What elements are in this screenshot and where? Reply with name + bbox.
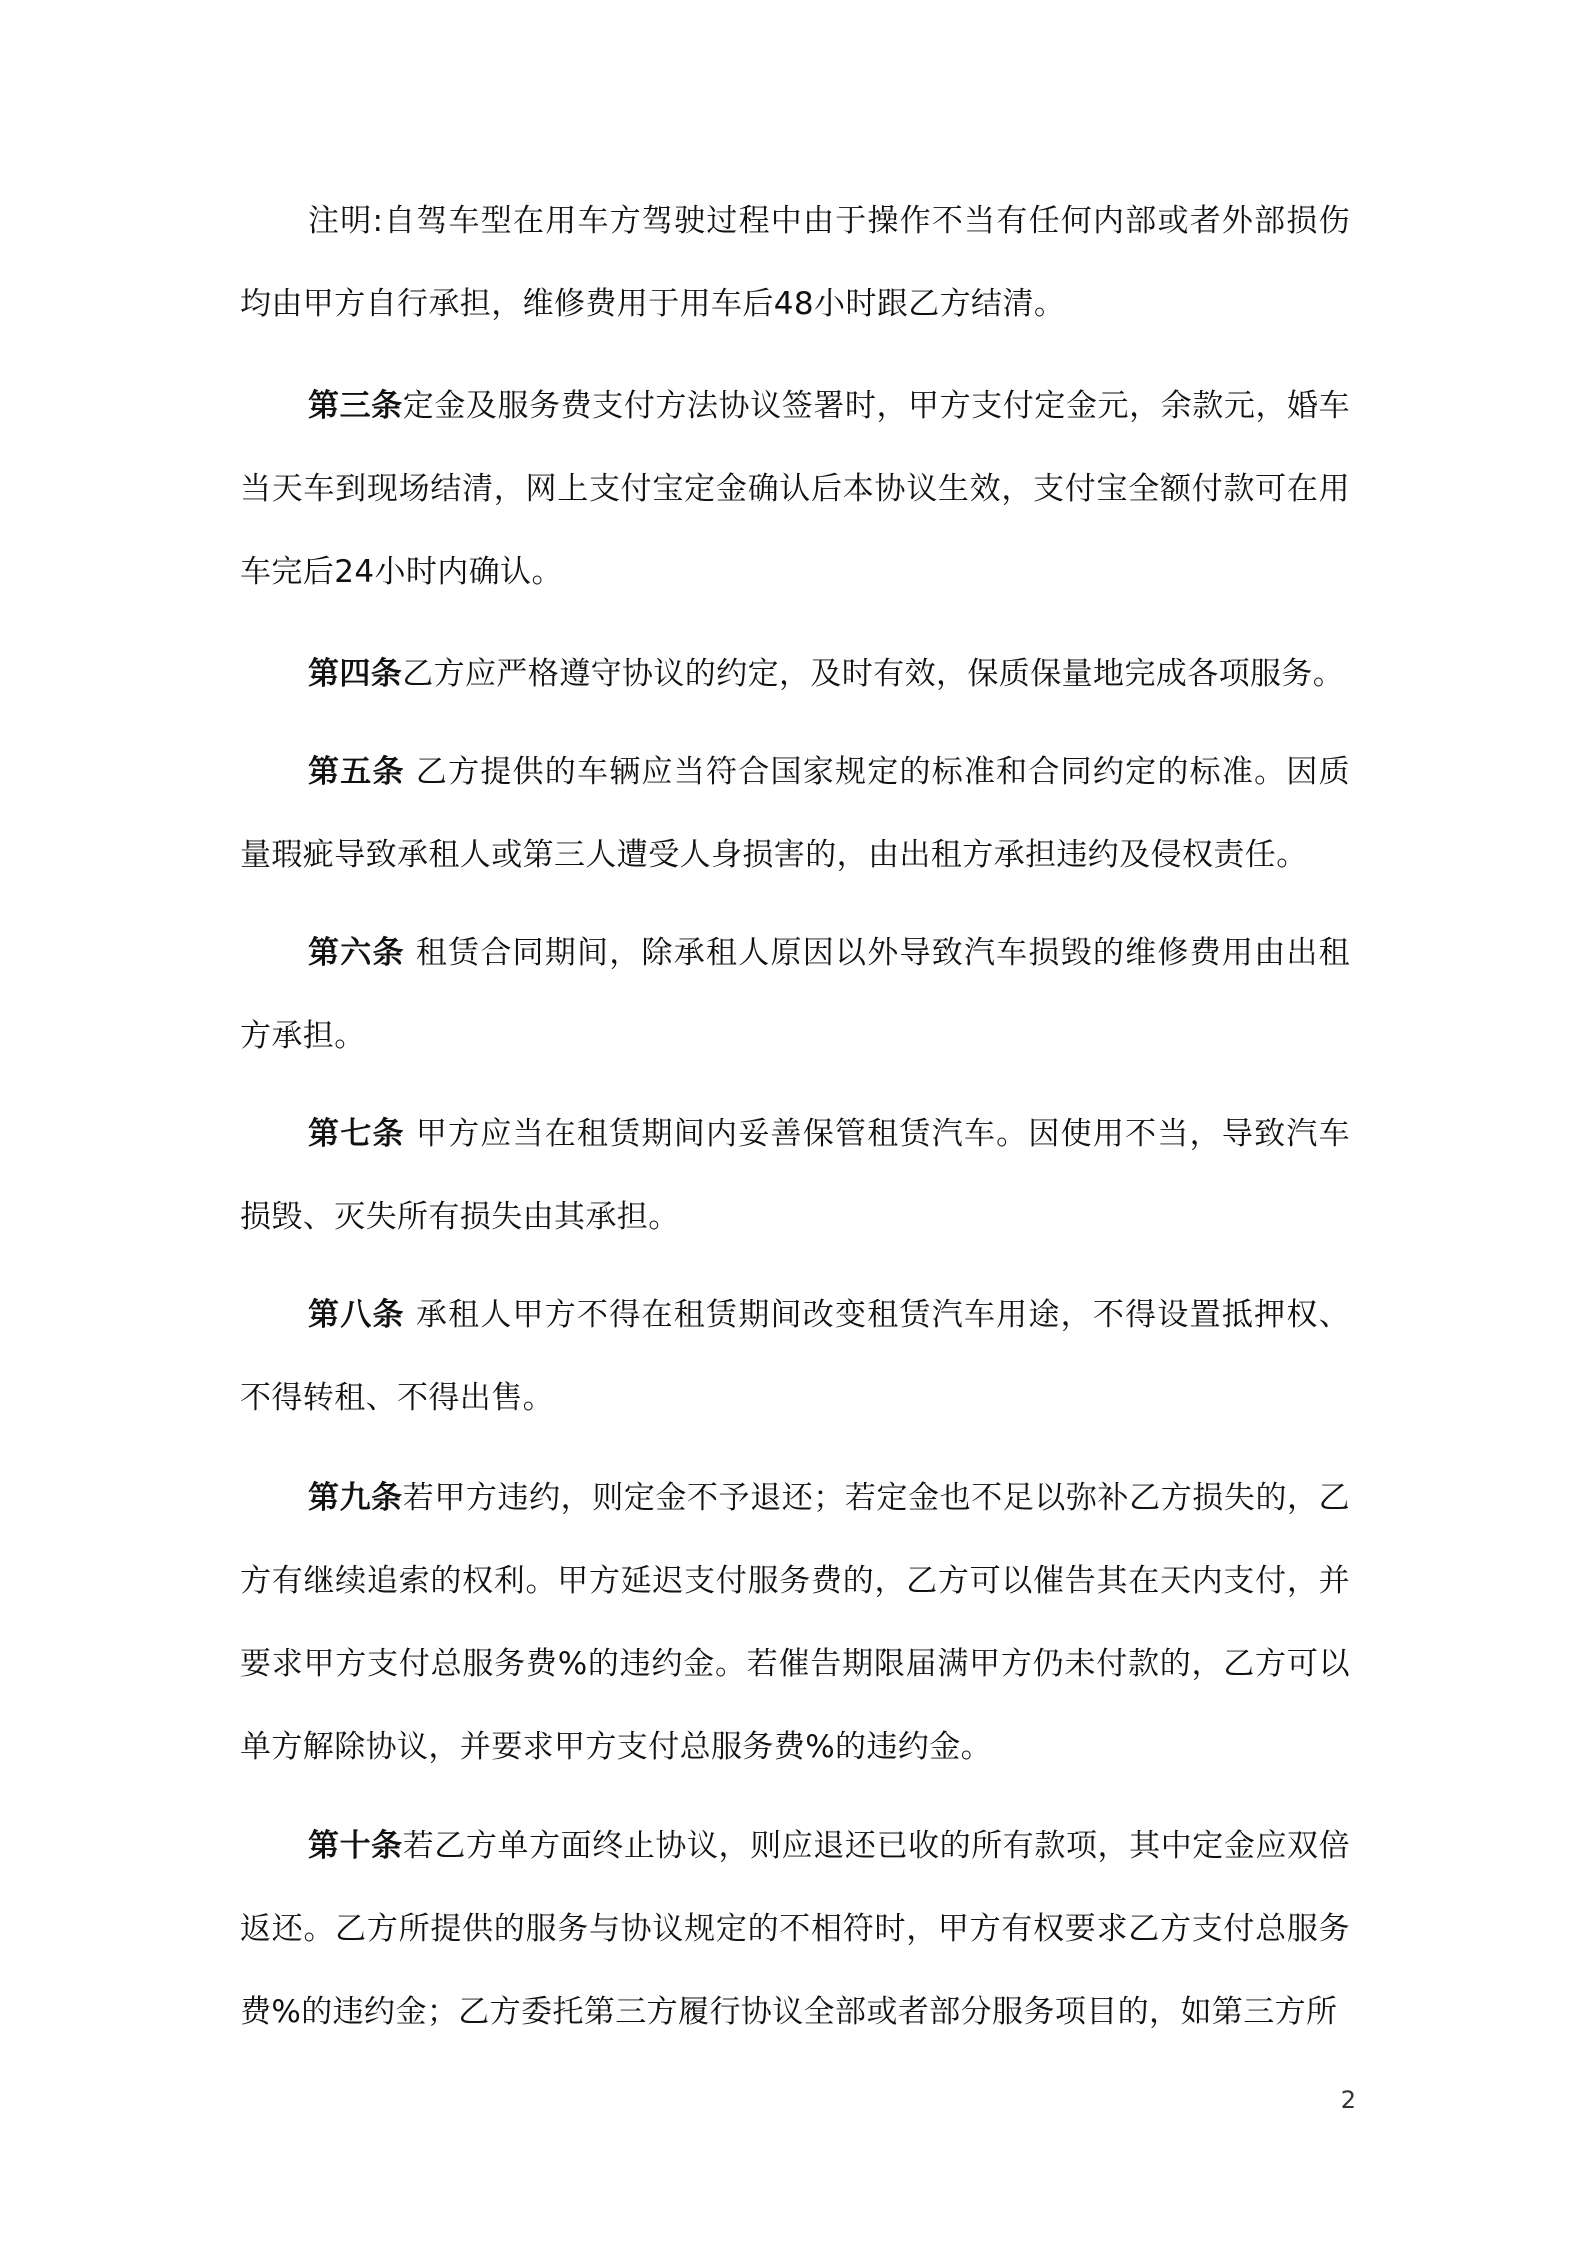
- paragraph-text: 若甲方违约，则定金不予退还；若定金也不足以弥补乙方损失的，乙方有继续追索的权利。甲方延迟支付服务费的，乙方可以催告其在天内支付，并要求甲方支付总服务费%的违约金。若催告期限届满甲方仍未付款的，乙方可以单方解除协议，并要求甲方支付总服务费%的违约金。: [240, 1480, 1350, 1765]
- paragraph-text: 定金及服务费支付方法协议签署时，甲方支付定金元，余款元，婚车当天车到现场结清，网上支付宝定金确认后本协议生效，支付宝全额付款可在用车完后24小时内确认。: [240, 388, 1350, 590]
- paragraph-lead: 第三条: [308, 388, 403, 424]
- paragraph-text: 注明:自驾车型在用车方驾驶过程中由于操作不当有任何内部或者外部损伤均由甲方自行承担，维修费用于用车后48小时跟乙方结清。: [240, 203, 1350, 322]
- paragraph-article-3: [240, 365, 1350, 614]
- paragraph-article-8: [240, 1274, 1350, 1440]
- paragraph-text: 若乙方单方面终止协议，则应退还已收的所有款项，其中定金应双倍返还。乙方所提供的服务与协议规定的不相符时，甲方有权要求乙方支付总服务费%的违约金；乙方委托第三方履行协议全部或者部分服务项目的，如第三方所: [240, 1828, 1350, 2030]
- paragraph-article-4: [240, 633, 1350, 716]
- page-number: 2: [1340, 2086, 1356, 2114]
- paragraph-lead: 第八条: [308, 1297, 405, 1333]
- paragraph-lead: 第四条: [308, 656, 403, 692]
- paragraph-article-10: [240, 1805, 1350, 2054]
- paragraph-article-9: [240, 1457, 1350, 1789]
- paragraph-article-7: [240, 1093, 1350, 1259]
- paragraph-text: 乙方提供的车辆应当符合国家规定的标准和合同约定的标准。因质量瑕疵导致承租人或第三人遭受人身损害的，由出租方承担违约及侵权责任。: [240, 754, 1350, 873]
- paragraph-note: [240, 180, 1350, 346]
- paragraph-text: 甲方应当在租赁期间内妥善保管租赁汽车。因使用不当，导致汽车损毁、灭失所有损失由其承担。: [240, 1116, 1350, 1235]
- paragraph-text: 租赁合同期间，除承租人原因以外导致汽车损毁的维修费用由出租方承担。: [240, 935, 1350, 1054]
- paragraph-article-6: [240, 912, 1350, 1078]
- paragraph-text: 承租人甲方不得在租赁期间改变租赁汽车用途，不得设置抵押权、不得转租、不得出售。: [240, 1297, 1350, 1416]
- paragraph-lead: 第十条: [308, 1828, 403, 1864]
- paragraph-lead: 第六条: [308, 935, 405, 971]
- paragraph-lead: 第七条: [308, 1116, 405, 1152]
- paragraph-article-5: [240, 731, 1350, 897]
- paragraph-lead: 第五条: [308, 754, 405, 790]
- paragraph-text: 乙方应严格遵守协议的约定，及时有效，保质保量地完成各项服务。: [402, 656, 1345, 692]
- paragraph-lead: 第九条: [308, 1480, 403, 1516]
